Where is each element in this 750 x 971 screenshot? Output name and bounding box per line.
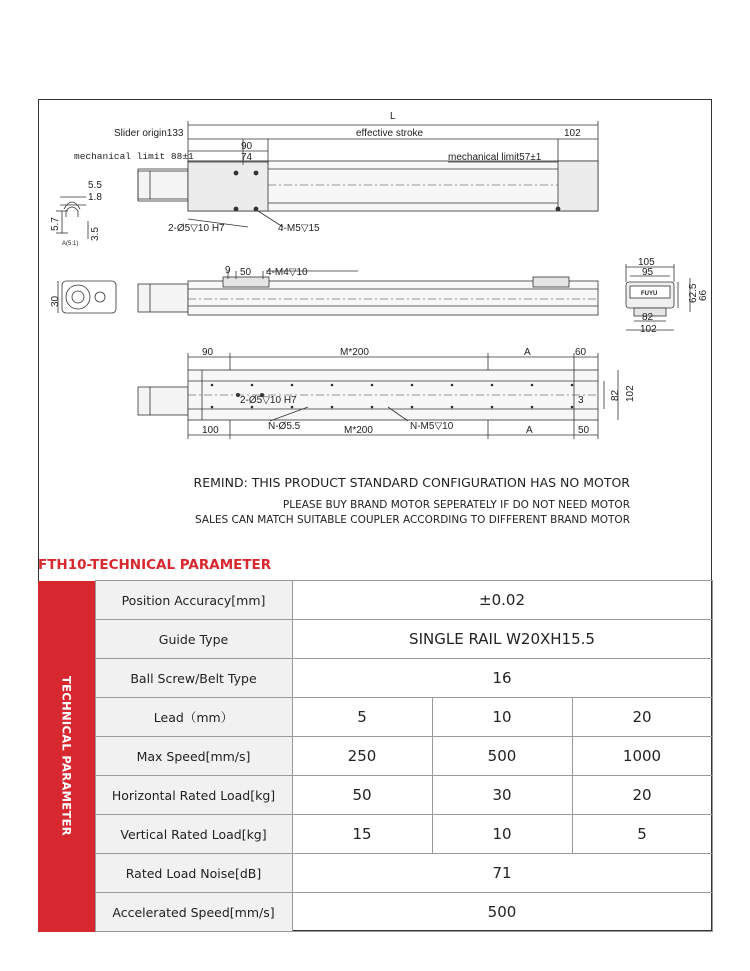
param-label: Rated Load Noise[dB]	[95, 854, 292, 893]
dim-82-bottom: 82	[610, 389, 621, 401]
dim-5-7: 5.7	[50, 217, 61, 231]
param-label: Horizontal Rated Load[kg]	[95, 776, 292, 815]
dim-L: L	[390, 111, 396, 122]
param-value: ±0.02	[292, 581, 712, 620]
param-value: 250	[292, 737, 432, 776]
table-row	[38, 854, 712, 893]
dim-hole-pin: 2-Ø5▽10 H7	[168, 223, 225, 234]
dim-50-bottom: 50	[578, 425, 590, 436]
dim-m4: 4-M4▽10	[266, 267, 308, 278]
dim-82-end: 82	[642, 312, 654, 323]
dim-30: 30	[50, 295, 61, 307]
dim-pin-bottom: 2-Ø5▽10 H7	[240, 395, 297, 406]
param-value: 10	[432, 698, 572, 737]
param-value: 50	[292, 776, 432, 815]
top-view-module	[138, 161, 598, 211]
dim-90-top: 90	[241, 141, 253, 152]
param-label: Position Accuracy[mm]	[95, 581, 292, 620]
param-value: 500	[432, 737, 572, 776]
param-label: Vertical Rated Load[kg]	[95, 815, 292, 854]
dim-102-bottom: 102	[625, 385, 636, 402]
dim-hole-m5: 4-M5▽15	[278, 223, 320, 234]
table-row	[38, 698, 712, 737]
dim-50-side: 50	[240, 267, 252, 278]
dim-102-top: 102	[564, 128, 581, 139]
dim-90-bottom: 90	[202, 347, 214, 358]
param-value: 1000	[572, 737, 712, 776]
dim-100: 100	[202, 425, 219, 436]
dim-1-8: 1.8	[88, 192, 102, 203]
end-view-logo: FUYU	[641, 291, 658, 297]
param-value: 5	[572, 815, 712, 854]
dim-3-5: 3.5	[90, 227, 101, 241]
side-view-module	[58, 277, 598, 315]
table-row	[38, 659, 712, 698]
param-value: 71	[292, 854, 712, 893]
param-value: 20	[572, 698, 712, 737]
dim-5-5: 5.5	[88, 180, 102, 191]
param-value: 10	[432, 815, 572, 854]
param-label: Guide Type	[95, 620, 292, 659]
dim-9: 9	[225, 265, 231, 276]
remind-line-2: PLEASE BUY BRAND MOTOR SEPERATELY IF DO NOT NEED MOTOR	[282, 499, 630, 511]
param-value: 15	[292, 815, 432, 854]
dim-m200-bottom: M*200	[344, 425, 373, 436]
table-row	[38, 815, 712, 854]
detail-scale: A(5:1)	[62, 241, 79, 247]
side-label: TECHNICAL PARAMETER	[59, 676, 74, 836]
dim-slider-origin: Slider origin133	[114, 128, 184, 139]
param-value: 30	[432, 776, 572, 815]
dim-A-bottom: A	[526, 425, 533, 436]
technical-parameter-table	[38, 580, 713, 932]
dim-effective-stroke: effective stroke	[356, 128, 424, 139]
end-view	[626, 264, 690, 330]
technical-drawing	[38, 99, 712, 559]
param-value: 16	[292, 659, 712, 698]
table-row	[38, 737, 712, 776]
dim-60: 60	[575, 347, 587, 358]
table-row	[38, 620, 712, 659]
dim-102-end: 102	[640, 324, 657, 335]
dim-3: 3	[578, 395, 584, 406]
dim-66: 66	[698, 289, 709, 301]
param-value: 500	[292, 893, 712, 932]
dim-74-top: 74	[241, 152, 253, 163]
dim-m200-top: M*200	[340, 347, 369, 358]
remind-line-1: REMIND: THIS PRODUCT STANDARD CONFIGURATION HAS NO MOTOR	[193, 475, 630, 490]
param-label: Ball Screw/Belt Type	[95, 659, 292, 698]
dim-mech-left: mechanical limit 88±1	[74, 151, 194, 162]
table-row	[38, 581, 712, 620]
dim-nm5: N-M5▽10	[410, 421, 454, 432]
side-label-cell	[38, 581, 95, 932]
param-value: 5	[292, 698, 432, 737]
param-label: Accelerated Speed[mm/s]	[95, 893, 292, 932]
section-title: FTH10-TECHNICAL PARAMETER	[38, 557, 272, 573]
dim-A-top: A	[524, 347, 531, 358]
dim-mech-right: mechanical limit57±1	[448, 152, 542, 163]
param-value: SINGLE RAIL W20XH15.5	[292, 620, 712, 659]
table-row	[38, 893, 712, 932]
dim-62-5: 62.5	[688, 283, 699, 303]
dim-95: 95	[642, 267, 654, 278]
table-row	[38, 776, 712, 815]
param-value: 20	[572, 776, 712, 815]
bottom-view-module	[138, 370, 598, 420]
dim-n55: N-Ø5.5	[268, 421, 301, 432]
param-label: Max Speed[mm/s]	[95, 737, 292, 776]
dim-105: 105	[638, 257, 655, 268]
remind-line-3: SALES CAN MATCH SUITABLE COUPLER ACCORDING TO DIFFERENT BRAND MOTOR	[194, 514, 630, 526]
param-label: Lead（mm）	[95, 698, 292, 737]
